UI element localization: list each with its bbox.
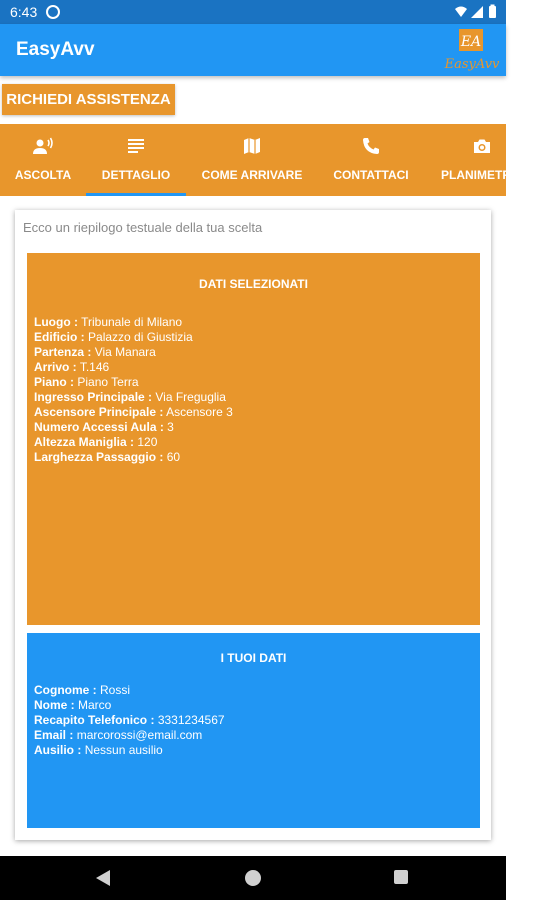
data-row — [34, 435, 233, 450]
data-row — [34, 330, 233, 345]
row-key: Piano : — [34, 375, 75, 389]
request-assistance-button[interactable]: RICHIEDI ASSISTENZA — [2, 84, 175, 115]
wifi-icon — [455, 7, 467, 18]
status-time: 6:43 — [10, 4, 38, 20]
user-data-rows — [34, 683, 225, 758]
recent-apps-icon[interactable] — [394, 870, 408, 884]
selected-data-panel — [27, 253, 480, 625]
data-row — [34, 683, 225, 698]
app-title: EasyAvv — [16, 39, 95, 60]
app-logo — [444, 27, 500, 73]
row-key: Edificio : — [34, 330, 85, 344]
logo-text: EasyAvv — [444, 57, 500, 72]
row-value: Palazzo di Giustizia — [88, 330, 193, 344]
row-key: Ausilio : — [34, 743, 82, 757]
tab-label: DETTAGLIO — [101, 168, 171, 182]
home-icon[interactable] — [245, 870, 261, 886]
tab-bar — [0, 124, 523, 196]
row-value: Via Manara — [94, 345, 156, 359]
row-key: Luogo : — [34, 315, 78, 329]
tab-come-arrivare[interactable] — [186, 124, 318, 196]
row-value: T.146 — [79, 360, 110, 374]
battery-icon — [489, 6, 496, 18]
row-value: Piano Terra — [77, 375, 139, 389]
row-value: 60 — [166, 450, 181, 464]
notification-app-icon — [46, 5, 60, 19]
row-value: Tribunale di Milano — [81, 315, 183, 329]
tab-label: COME ARRIVARE — [201, 168, 303, 182]
row-key: Arrivo : — [34, 360, 77, 374]
row-value: 3331234567 — [157, 713, 225, 727]
data-row — [34, 405, 233, 420]
data-row — [34, 360, 233, 375]
back-icon[interactable] — [94, 869, 112, 887]
app-bar — [0, 24, 506, 76]
tab-planimetria[interactable] — [424, 124, 540, 196]
data-row — [34, 728, 225, 743]
row-key: Recapito Telefonico : — [34, 713, 155, 727]
summary-card — [15, 210, 491, 840]
data-row — [34, 315, 233, 330]
tab-label: PLANIMETRIA — [441, 168, 523, 182]
data-row — [34, 698, 225, 713]
tab-label: ASCOLTA — [14, 168, 72, 182]
row-value: 120 — [137, 435, 158, 449]
row-value: Rossi — [100, 683, 131, 697]
status-icons — [454, 4, 498, 20]
row-value: Via Freguglia — [155, 390, 226, 404]
tab-dettaglio[interactable] — [86, 124, 186, 196]
row-key: Cognome : — [34, 683, 97, 697]
data-row — [34, 420, 233, 435]
data-row — [34, 375, 233, 390]
data-row — [34, 713, 225, 728]
row-key: Altezza Maniglia : — [34, 435, 135, 449]
row-key: Nome : — [34, 698, 75, 712]
selected-data-rows — [34, 315, 233, 465]
row-key: Numero Accessi Aula : — [34, 420, 164, 434]
data-row — [34, 345, 233, 360]
row-value: Nessun ausilio — [84, 743, 163, 757]
status-bar — [0, 0, 506, 24]
phone-icon — [361, 136, 381, 156]
system-navigation-bar — [0, 856, 506, 900]
row-value: marcorossi@email.com — [76, 728, 203, 742]
card-intro-text: Ecco un riepilogo testuale della tua scelta — [23, 220, 263, 235]
selected-data-title: DATI SELEZIONATI — [199, 277, 308, 291]
camera-icon — [472, 136, 492, 156]
logo-mark: EA — [460, 34, 482, 50]
detail-list-icon — [126, 136, 146, 156]
map-icon — [242, 136, 262, 156]
data-row — [34, 450, 233, 465]
tab-contattaci[interactable] — [318, 124, 424, 196]
row-key: Larghezza Passaggio : — [34, 450, 164, 464]
active-tab-indicator — [86, 193, 186, 196]
row-value: Marco — [78, 698, 112, 712]
row-key: Partenza : — [34, 345, 92, 359]
tab-ascolta[interactable] — [0, 124, 86, 196]
row-key: Ingresso Principale : — [34, 390, 153, 404]
user-data-title: I TUOI DATI — [220, 651, 287, 665]
row-key: Email : — [34, 728, 74, 742]
row-key: Ascensore Principale : — [34, 405, 164, 419]
row-value: Ascensore 3 — [166, 405, 233, 419]
user-data-panel — [27, 633, 480, 828]
data-row — [34, 390, 233, 405]
data-row — [34, 743, 225, 758]
row-value: 3 — [167, 420, 174, 434]
signal-icon — [471, 6, 483, 18]
record-voice-icon — [33, 136, 53, 156]
tab-label: CONTATTACI — [333, 168, 409, 182]
